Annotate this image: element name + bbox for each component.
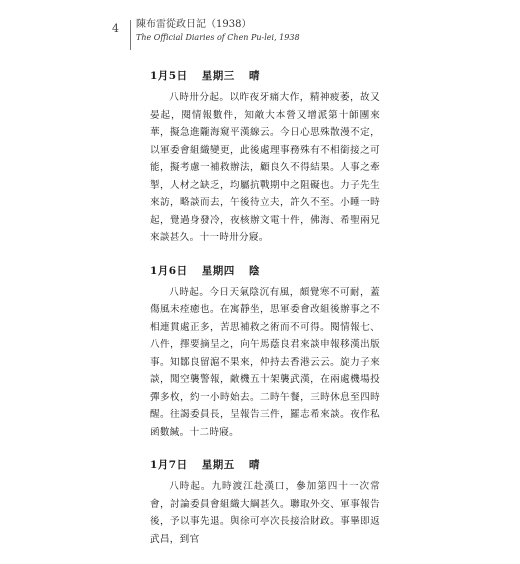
entry-weather: 晴 [248,70,260,82]
entry-body: 八時卅分起。以昨夜牙痛大作，精神疲萎，故又晏起，閱情報數件，知敵大本營又增派第十師團來華，擬急進隴海窺平漢線云。今日心思殊散漫不定，以軍委會組織變更，此後處理事務殊有不相銜接之可能，擬考慮一補救辦法，顧良久不得結果。人事之牽掣，人材之缺乏，均屬抗戰期中之阻礙也。力子先生來訪，略談而去，午後待立夫，許久不至。小睡一時起，覺過身發冷，夜核辦文電十件，佛海、希聖兩兄來談甚久。十一時卅分寢。 [150,92,380,243]
page-number: 4 [112,22,119,35]
diary-entry-jan5 [150,68,380,247]
entry-weekday: 星期五 [201,459,235,471]
entry-weekday: 星期四 [201,264,235,277]
diary-entry-jan6 [150,263,380,442]
header-title-english: The Official Diaries of Chen Pu-lei, 1938 [136,33,300,42]
entry-weather: 陰 [248,264,260,277]
entry-body: 八時起。九時渡江赴漢口，參加第四十一次常會，討論委員會組織大綱甚久。聯取外交、軍事報告後，予以事先退。與徐可亭次長接洽財政。事畢即返武昌，到官 [150,481,380,545]
entry-date: 1月6日 [150,264,188,277]
diary-content [150,68,380,564]
entry-date: 1月7日 [150,459,188,471]
running-header [136,18,300,44]
header-divider [130,20,131,50]
entry-weather: 晴 [248,459,260,471]
entry-heading [150,263,380,278]
entry-heading [150,457,380,472]
entry-body: 八時起。今日天氣陰沉有風，頗覺寒不可耐，蓋傷風未痊癒也。在寓靜坐，思軍委會改組後辦事之不相連貫處正多，苦思補救之術而不可得。閱情報七、八件，擇要摘呈之，向午馬蔭良君來談申報移漢出版事。知鄒良留滬不果來，仲持去香港云云。旋力子來談，聞空襲警報，敵機五十架襲武漢，在兩處機場投彈多枚，約一小時始去。二時午餐，三時休息至四時醒。往謁委員長，呈報告三件，羅志希來談。夜作私函數緘。十二時寢。 [150,286,380,438]
diary-entry-jan7 [150,457,380,548]
entry-date: 1月5日 [150,70,188,82]
entry-heading [150,68,380,83]
header-title-chinese: 陳布雷從政日記（1938） [136,19,252,30]
entry-weekday: 星期三 [201,70,235,82]
